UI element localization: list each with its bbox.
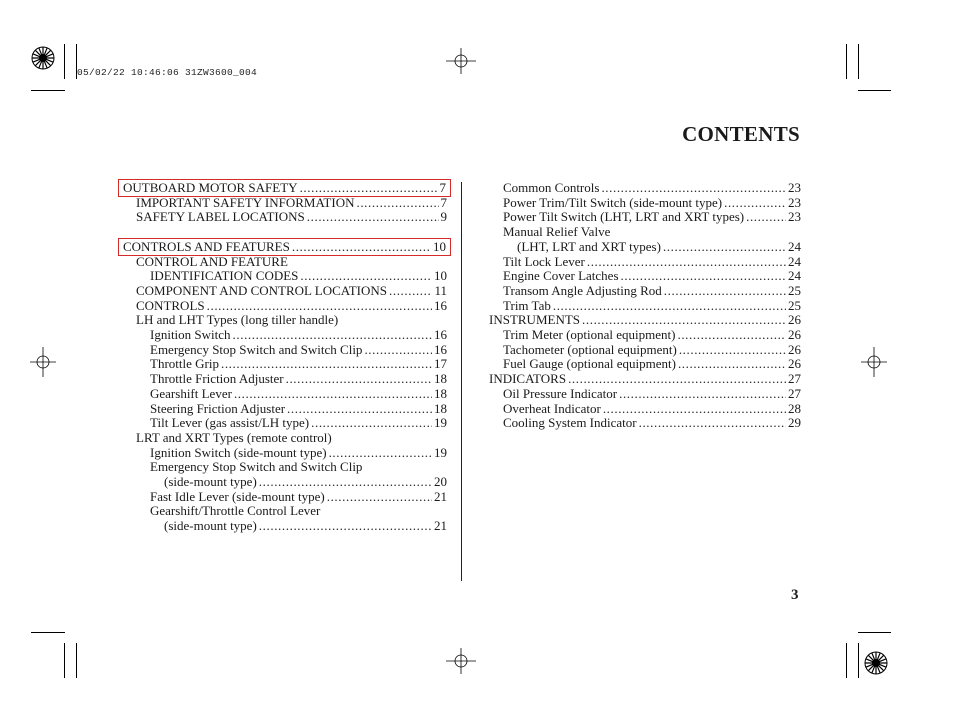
toc-entry-page: 21 <box>434 518 447 534</box>
toc-entry[interactable] <box>122 313 447 328</box>
toc-entry[interactable] <box>122 387 447 402</box>
dot-leader <box>663 240 786 255</box>
toc-entry-page: 25 <box>788 297 801 313</box>
dot-leader <box>356 196 438 211</box>
crop-line <box>858 632 891 633</box>
toc-entry-title: Ignition Switch <box>150 327 231 343</box>
toc-entry-title: Ignition Switch (side-mount type) <box>150 444 327 460</box>
toc-entry-title: INSTRUMENTS <box>489 312 581 328</box>
toc-entry-title: (LHT, LRT and XRT types) <box>517 238 661 254</box>
toc-entry-page: 9 <box>440 209 447 225</box>
crosshair-target-icon <box>30 347 56 377</box>
dot-leader <box>327 490 432 505</box>
crop-line <box>846 44 847 79</box>
toc-entry[interactable] <box>489 255 801 270</box>
toc-entry-title: Steering Friction Adjuster <box>150 400 286 416</box>
dot-leader <box>601 181 786 196</box>
toc-entry-title: Common Controls <box>503 180 600 195</box>
toc-entry-title: Throttle Friction Adjuster <box>150 371 284 387</box>
dot-leader <box>724 196 786 211</box>
toc-entry-page: 18 <box>434 400 447 416</box>
toc-entry[interactable] <box>489 313 801 328</box>
toc-entry[interactable] <box>489 372 801 387</box>
toc-entry[interactable] <box>122 328 447 343</box>
toc-entry[interactable] <box>489 402 801 417</box>
toc-entry[interactable] <box>122 357 447 372</box>
dot-leader <box>619 387 786 402</box>
toc-entry-title: Tilt Lever (gas assist/LH type) <box>150 415 310 431</box>
toc-section-highlighted[interactable] <box>118 238 451 256</box>
toc-entry[interactable] <box>122 269 447 284</box>
dot-leader <box>568 372 786 387</box>
dot-leader <box>234 387 432 402</box>
toc-entry[interactable] <box>489 299 801 314</box>
toc-entry-title: Trim Tab <box>503 297 551 313</box>
toc-entry-page: 18 <box>434 385 447 401</box>
toc-entry[interactable] <box>122 210 447 225</box>
column-divider <box>461 182 462 581</box>
toc-entry-page: 10 <box>433 238 446 254</box>
toc-entry-page: 27 <box>788 385 801 401</box>
toc-entry-page: 11 <box>434 282 447 298</box>
toc-entry-title: Throttle Grip <box>150 356 219 372</box>
toc-entry-title: Gearshift/Throttle Control Lever <box>150 503 321 519</box>
dot-leader <box>221 357 432 372</box>
toc-entry-page: 29 <box>788 415 801 431</box>
crop-line <box>858 643 859 678</box>
dot-leader <box>259 519 432 534</box>
toc-entry-title: CONTROL AND FEATURE <box>136 253 288 269</box>
toc-entry-page: 26 <box>788 356 801 372</box>
toc-left-column <box>122 181 447 534</box>
toc-entry-title: OUTBOARD MOTOR SAFETY <box>123 180 298 195</box>
dot-leader <box>621 269 786 284</box>
toc-entry-page: 26 <box>788 341 801 357</box>
toc-entry[interactable] <box>489 416 801 431</box>
toc-entry[interactable] <box>122 460 447 475</box>
toc-entry-page: 20 <box>434 474 447 490</box>
toc-entry-title: Manual Relief Valve <box>503 224 611 240</box>
toc-entry[interactable] <box>122 490 447 505</box>
toc-entry-title: Engine Cover Latches <box>503 268 619 284</box>
toc-entry[interactable] <box>122 431 447 446</box>
crop-line <box>858 44 859 79</box>
dot-leader <box>664 284 786 299</box>
dot-leader <box>233 328 432 343</box>
crop-line <box>76 643 77 678</box>
dot-leader <box>292 240 431 255</box>
toc-entry[interactable] <box>122 416 447 431</box>
toc-entry[interactable] <box>489 387 801 402</box>
crop-line <box>64 44 65 79</box>
toc-entry-title: Fuel Gauge (optional equipment) <box>503 356 676 372</box>
toc-entry[interactable] <box>489 269 801 284</box>
toc-entry-title: Trim Meter (optional equipment) <box>503 327 676 343</box>
toc-entry-page: 17 <box>434 356 447 372</box>
toc-entry-title: Emergency Stop Switch and Switch Clip <box>150 341 363 357</box>
toc-entry-page: 10 <box>434 268 447 284</box>
toc-entry[interactable] <box>489 225 801 240</box>
toc-entry-page: 26 <box>788 312 801 328</box>
toc-entry-page: 24 <box>788 268 801 284</box>
dot-leader <box>287 402 432 417</box>
registration-starburst-icon <box>864 651 888 675</box>
toc-entry-title: Overheat Indicator <box>503 400 601 416</box>
toc-entry-page: 7 <box>440 194 447 210</box>
dot-leader <box>746 210 786 225</box>
toc-entry-title: Power Tilt Switch (LHT, LRT and XRT types) <box>503 209 745 225</box>
toc-entry[interactable] <box>489 210 801 225</box>
crop-line <box>858 90 891 91</box>
toc-entry[interactable] <box>122 372 447 387</box>
registration-starburst-icon <box>31 46 55 70</box>
dot-leader <box>582 313 786 328</box>
toc-entry[interactable] <box>489 343 801 358</box>
dot-leader <box>259 475 432 490</box>
toc-entry[interactable] <box>489 357 801 372</box>
toc-right-column <box>489 181 801 431</box>
toc-entry[interactable] <box>122 343 447 358</box>
toc-entry-title: Oil Pressure Indicator <box>503 385 618 401</box>
dot-leader <box>311 416 432 431</box>
toc-entry-page: 19 <box>434 444 447 460</box>
toc-entry[interactable] <box>122 284 447 299</box>
toc-entry-page: 28 <box>788 400 801 416</box>
page-number: 3 <box>791 587 799 603</box>
toc-section-highlighted[interactable] <box>118 179 451 197</box>
toc-entry-page: 23 <box>788 180 801 195</box>
dot-leader <box>329 446 432 461</box>
toc-entry[interactable] <box>122 446 447 461</box>
toc-entry[interactable] <box>122 255 447 270</box>
crosshair-target-icon <box>861 347 887 377</box>
toc-entry[interactable] <box>489 181 801 196</box>
dot-leader <box>286 372 432 387</box>
toc-entry-page: 19 <box>434 415 447 431</box>
toc-entry-page: 27 <box>788 371 801 387</box>
toc-entry-title: Tilt Lock Lever <box>503 253 585 269</box>
dot-leader <box>364 343 432 358</box>
toc-entry[interactable] <box>489 284 801 299</box>
crosshair-target-icon <box>446 648 476 674</box>
toc-entry-title: Gearshift Lever <box>150 385 232 401</box>
toc-entry-title: Cooling System Indicator <box>503 415 637 431</box>
toc-entry-page: 24 <box>788 253 801 269</box>
toc-entry-title: Power Trim/Tilt Switch (side-mount type) <box>503 194 723 210</box>
toc-entry-page: 16 <box>434 327 447 343</box>
dot-leader <box>300 181 438 196</box>
toc-entry-page: 16 <box>434 297 447 313</box>
toc-entry-title: CONTROLS AND FEATURES <box>123 238 290 254</box>
toc-entry-page: 16 <box>434 341 447 357</box>
dot-leader <box>389 284 432 299</box>
toc-entry-title: Emergency Stop Switch and Switch Clip <box>150 459 363 475</box>
dot-leader <box>553 299 786 314</box>
toc-entry[interactable] <box>489 196 801 211</box>
dot-leader <box>300 269 432 284</box>
dot-leader <box>679 343 786 358</box>
dot-leader <box>677 328 786 343</box>
toc-entry-title: (side-mount type) <box>164 518 257 534</box>
toc-entry-title: LRT and XRT Types (remote control) <box>136 429 332 445</box>
dot-leader <box>678 357 786 372</box>
toc-entry[interactable] <box>489 240 801 255</box>
toc-entry[interactable] <box>122 299 447 314</box>
toc-entry-page: 21 <box>434 488 447 504</box>
toc-entry-title: LH and LHT Types (long tiller handle) <box>136 312 339 328</box>
dot-leader <box>307 210 439 225</box>
print-timestamp: 05/02/22 10:46:06 31ZW3600_004 <box>77 67 258 78</box>
toc-entry-title: Transom Angle Adjusting Rod <box>503 282 662 298</box>
toc-entry-page: 7 <box>439 180 446 195</box>
toc-entry-title: COMPONENT AND CONTROL LOCATIONS <box>136 282 387 298</box>
toc-entry[interactable] <box>122 196 447 211</box>
toc-entry-title: IMPORTANT SAFETY INFORMATION <box>136 194 355 210</box>
page-title: CONTENTS <box>682 122 800 146</box>
toc-entry-title: SAFETY LABEL LOCATIONS <box>136 209 305 225</box>
dot-leader <box>639 416 786 431</box>
toc-entry-title: Fast Idle Lever (side-mount type) <box>150 488 325 504</box>
toc-entry-title: INDICATORS <box>489 371 567 387</box>
toc-entry-title: IDENTIFICATION CODES <box>150 268 299 284</box>
toc-entry[interactable] <box>122 519 447 534</box>
toc-entry-title: (side-mount type) <box>164 474 257 490</box>
dot-leader <box>603 402 786 417</box>
toc-entry-title: Tachometer (optional equipment) <box>503 341 677 357</box>
toc-entry-page: 24 <box>788 238 801 254</box>
crop-line <box>64 643 65 678</box>
toc-entry[interactable] <box>489 328 801 343</box>
toc-entry[interactable] <box>122 475 447 490</box>
crop-line <box>31 632 65 633</box>
toc-entry-title: CONTROLS <box>136 297 205 313</box>
toc-entry[interactable] <box>122 402 447 417</box>
dot-leader <box>587 255 786 270</box>
crosshair-target-icon <box>446 48 476 74</box>
toc-entry-page: 23 <box>788 209 801 225</box>
toc-entry-page: 18 <box>434 371 447 387</box>
toc-entry[interactable] <box>122 504 447 519</box>
toc-entry-page: 25 <box>788 282 801 298</box>
toc-entry-page: 26 <box>788 327 801 343</box>
toc-entry-page: 23 <box>788 194 801 210</box>
dot-leader <box>207 299 432 314</box>
crop-line <box>31 90 65 91</box>
crop-line <box>846 643 847 678</box>
